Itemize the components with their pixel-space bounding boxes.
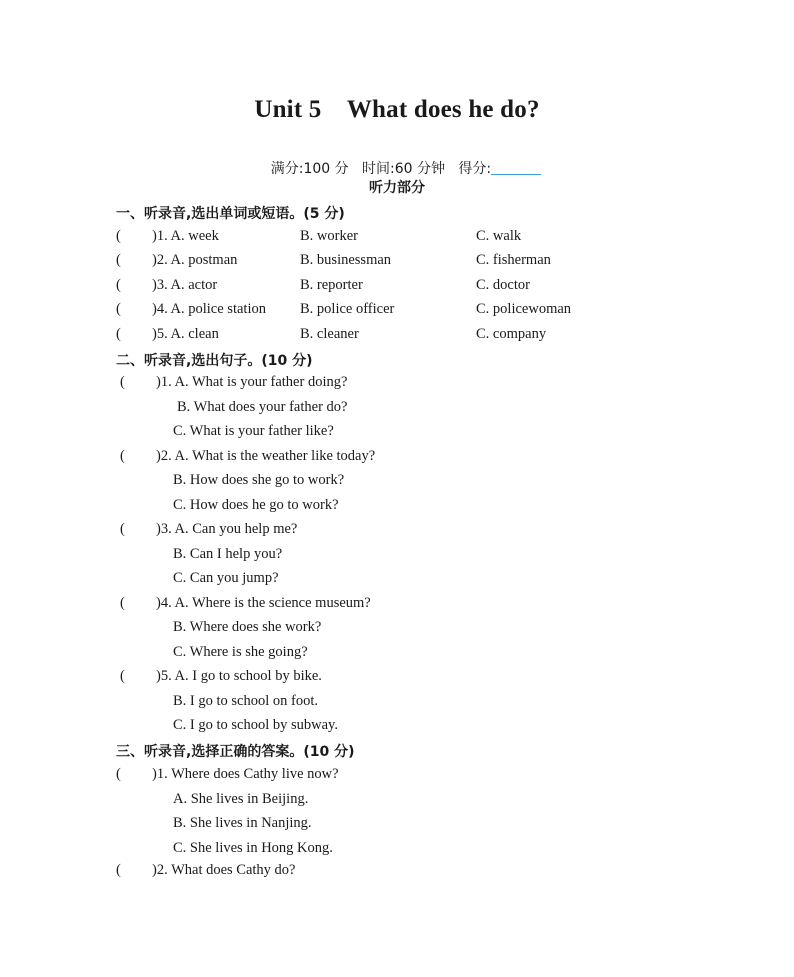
answer-paren[interactable]: ( bbox=[116, 252, 121, 268]
answer-paren[interactable]: ( bbox=[116, 862, 121, 878]
question-text: )1. Where does Cathy live now? bbox=[152, 766, 339, 782]
option-a: )2. A. postman bbox=[152, 252, 238, 268]
section1-heading: 一、听录音,选出单词或短语。(5 分) bbox=[116, 206, 345, 222]
answer-paren[interactable]: ( bbox=[120, 595, 125, 611]
option-c: C. Where is she going? bbox=[173, 644, 308, 660]
answer-paren[interactable]: ( bbox=[116, 326, 121, 342]
full-score: 满分:100 分 bbox=[270, 161, 349, 177]
option-c: C. fisherman bbox=[476, 252, 551, 268]
score-label: 得分: bbox=[458, 161, 492, 177]
score-blank[interactable] bbox=[491, 161, 541, 175]
option-b: B. What does your father do? bbox=[177, 399, 348, 415]
question-text: )2. What does Cathy do? bbox=[152, 862, 296, 878]
section3-heading: 三、听录音,选择正确的答案。(10 分) bbox=[116, 744, 355, 760]
time-limit: 时间:60 分钟 bbox=[362, 161, 445, 177]
answer-paren[interactable]: ( bbox=[116, 277, 121, 293]
answer-paren[interactable]: ( bbox=[116, 766, 121, 782]
option-c: C. doctor bbox=[476, 277, 530, 293]
answer-paren[interactable]: ( bbox=[120, 668, 125, 684]
option-a: )5. A. clean bbox=[152, 326, 219, 342]
option-c: C. What is your father like? bbox=[173, 423, 334, 439]
option-a: )4. A. Where is the science museum? bbox=[156, 595, 371, 611]
option-c: C. walk bbox=[476, 228, 522, 244]
answer-paren[interactable]: ( bbox=[120, 374, 125, 390]
option-a: )5. A. I go to school by bike. bbox=[156, 668, 322, 684]
option-c: C. I go to school by subway. bbox=[173, 717, 338, 733]
option-c: C. Can you jump? bbox=[173, 570, 279, 586]
option-a: )3. A. Can you help me? bbox=[156, 521, 298, 537]
listening-part-title: 听力部分 bbox=[369, 180, 425, 196]
answer-paren[interactable]: ( bbox=[116, 228, 121, 244]
option-a: )2. A. What is the weather like today? bbox=[156, 448, 376, 464]
section2-heading: 二、听录音,选出句子。(10 分) bbox=[116, 353, 313, 369]
option-b: B. businessman bbox=[300, 252, 392, 268]
option-c: C. company bbox=[476, 326, 547, 342]
option-a: A. She lives in Beijing. bbox=[173, 791, 309, 807]
option-b: B. cleaner bbox=[300, 326, 359, 342]
option-b: B. worker bbox=[300, 228, 358, 244]
option-b: B. Where does she work? bbox=[173, 619, 322, 635]
option-a: )1. A. week bbox=[152, 228, 219, 244]
option-b: B. reporter bbox=[300, 277, 363, 293]
option-b: B. police officer bbox=[300, 301, 395, 317]
option-c: C. policewoman bbox=[476, 301, 572, 317]
option-c: C. How does he go to work? bbox=[173, 497, 339, 513]
option-a: )3. A. actor bbox=[152, 277, 218, 293]
option-a: )4. A. police station bbox=[152, 301, 266, 317]
answer-paren[interactable]: ( bbox=[116, 301, 121, 317]
option-b: B. How does she go to work? bbox=[173, 472, 345, 488]
page-title: Unit 5 What does he do? bbox=[254, 96, 540, 123]
answer-paren[interactable]: ( bbox=[120, 521, 125, 537]
answer-paren[interactable]: ( bbox=[120, 448, 125, 464]
option-b: B. I go to school on foot. bbox=[173, 693, 318, 709]
option-c: C. She lives in Hong Kong. bbox=[173, 840, 333, 856]
option-b: B. She lives in Nanjing. bbox=[173, 815, 312, 831]
option-a: )1. A. What is your father doing? bbox=[156, 374, 348, 390]
option-b: B. Can I help you? bbox=[173, 546, 283, 562]
